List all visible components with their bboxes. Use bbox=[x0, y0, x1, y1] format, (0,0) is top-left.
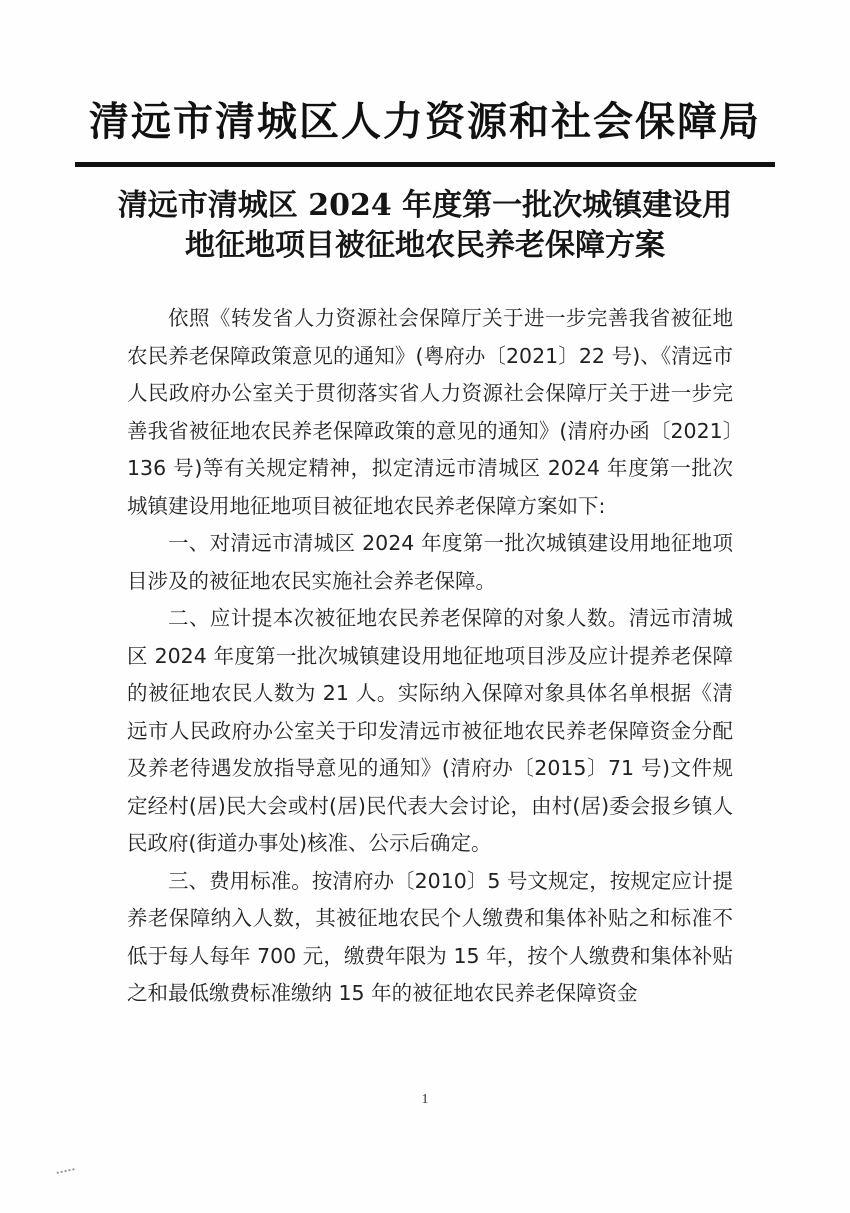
paragraph-section-1: 一、对清远市清城区 2024 年度第一批次城镇建设用地征地项目涉及的被征地农民实施社会养老保障。 bbox=[127, 531, 733, 593]
paragraph-section-2: 二、应计提本次被征地农民养老保障的对象人数。清远市清城区 2024 年度第一批次城镇建设用地征地项目涉及应计提养老保障的被征地农民人数为 21 人。实际纳入保障对象具体名单根据《清远市人民政府办公室关于印发清远市被征地农民养老保障资金分配及养老待遇发放指导意见的通知》(清府办〔2015〕71 号)文件规定经村(居)民大会或村(居)民代表大会讨论，由村(居)委会报乡镇人民政府(街道办事处)核准、公示后确定。 bbox=[127, 606, 733, 855]
scan-artifact-mark bbox=[57, 1168, 76, 1178]
issuer-header: 清远市清城区人力资源和社会保障局 bbox=[89, 98, 761, 145]
page-number: 1 bbox=[421, 1092, 429, 1107]
document-title-line-1: 清远市清城区 2024 年度第一批次城镇建设用 bbox=[117, 188, 733, 223]
paragraph-preamble: 依照《转发省人力资源社会保障厅关于进一步完善我省被征地农民养老保障政策意见的通知》(粤府办〔2021〕22 号)、《清远市人民政府办公室关于贯彻落实省人力资源社会保障厅关于进一步完善我省被征地农民养老保障政策的意见的通知》(清府办函〔2021〕136 号)等有关规定精神，拟定清远市清城区 2024 年度第一批次城镇建设用地征地项目被征地农民养老保障方案如下: bbox=[127, 306, 733, 518]
header-divider-rule bbox=[75, 162, 775, 167]
document-title bbox=[0, 186, 850, 266]
document-title-line-2: 地征地项目被征地农民养老保障方案 bbox=[185, 228, 665, 263]
document-body bbox=[127, 300, 733, 1013]
paragraph-section-3: 三、费用标准。按清府办〔2010〕5 号文规定，按规定应计提养老保障纳入人数，其被征地农民个人缴费和集体补贴之和标准不低于每人每年 700 元，缴费年限为 15 年，按个人缴费和集体补贴之和最低缴费标准缴纳 15 年的被征地农民养老保障资金 bbox=[127, 868, 733, 1005]
